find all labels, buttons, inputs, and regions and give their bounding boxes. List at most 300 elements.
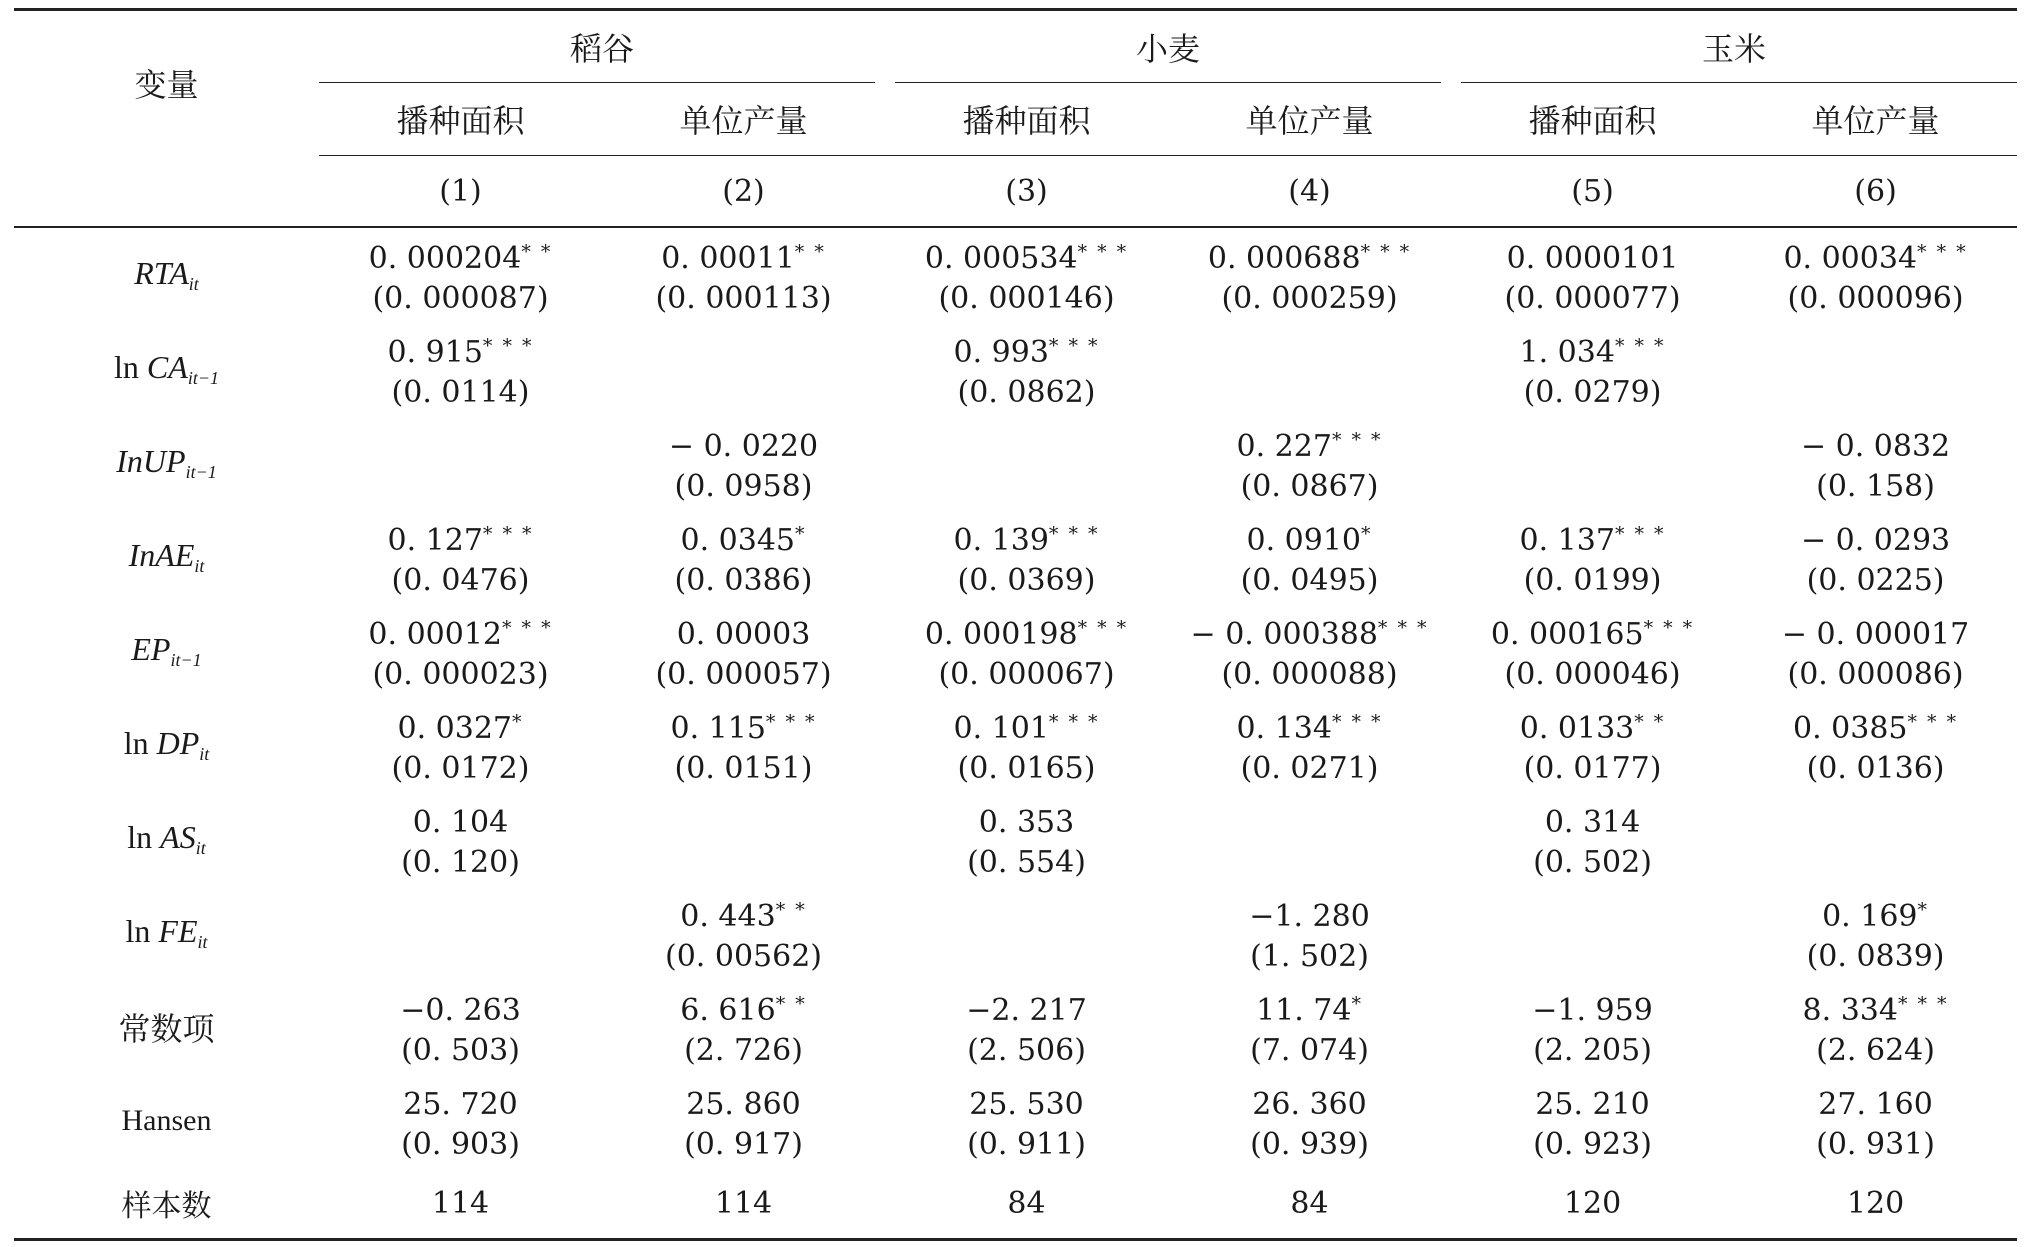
table-cell (1734, 322, 2017, 416)
sample-size-row (14, 1168, 2017, 1240)
coefficient-value: 0. 443 (680, 898, 776, 934)
coefficient-value: 0. 115 (670, 710, 766, 746)
coefficient-value: 0. 0133 (1519, 710, 1635, 746)
group-rule (1461, 82, 2017, 83)
table-row (14, 227, 2017, 322)
coefficient (319, 326, 602, 373)
col-number: (6) (1734, 156, 2017, 228)
subheader: 播种面积 (319, 83, 602, 156)
sample-size-value: 114 (602, 1168, 885, 1240)
table-cell (1451, 604, 1734, 698)
standard-error: (0. 0839) (1806, 938, 1945, 974)
variable-name (14, 1074, 319, 1168)
table-cell (1734, 886, 2017, 980)
variable-subscript: it−1 (185, 462, 217, 482)
standard-error: (0. 917) (684, 1126, 803, 1162)
coefficient-value: −0. 263 (400, 992, 521, 1028)
table-cell (1168, 227, 1451, 322)
coefficient (1451, 984, 1734, 1031)
coefficient (319, 1078, 602, 1125)
table-cell (885, 886, 1168, 980)
coefficient-value: 0. 139 (953, 522, 1049, 558)
variable-prefix: ln (123, 725, 157, 761)
table-cell (885, 604, 1168, 698)
standard-error: (2. 506) (967, 1032, 1086, 1068)
coefficient (885, 232, 1168, 279)
standard-error: (0. 903) (401, 1126, 520, 1162)
variable-name (14, 322, 319, 416)
coefficient-value: 26. 360 (1252, 1086, 1367, 1122)
coefficient-value: 0. 993 (953, 334, 1049, 370)
coefficient (319, 702, 602, 749)
variable-name (14, 510, 319, 604)
subheader: 播种面积 (1451, 83, 1734, 156)
table-cell (1734, 792, 2017, 886)
coefficient (1451, 326, 1734, 373)
coefficient-value: 0. 353 (978, 804, 1075, 840)
table-cell (319, 416, 602, 510)
table-row (14, 886, 2017, 980)
standard-error: (0. 502) (1533, 844, 1652, 880)
coefficient-value: 0. 000165 (1490, 616, 1644, 652)
group-header-corn (1451, 10, 2017, 84)
coefficient-value: 0. 169 (1822, 898, 1918, 934)
coefficient-value: 25. 720 (403, 1086, 518, 1122)
standard-error: (2. 726) (684, 1032, 803, 1068)
coefficient (885, 796, 1168, 843)
coefficient (1451, 514, 1734, 561)
standard-error: (0. 0386) (674, 562, 813, 598)
standard-error: (0. 000087) (372, 280, 549, 316)
coefficient (602, 702, 885, 749)
coefficient (1734, 232, 2017, 279)
significance-stars: * * (794, 240, 826, 263)
coefficient (1451, 232, 1734, 279)
standard-error: (0. 503) (401, 1032, 520, 1068)
variable-symbol: EP (131, 631, 171, 667)
table-cell (885, 416, 1168, 510)
table-cell (602, 604, 885, 698)
variable-name (14, 792, 319, 886)
coefficient (885, 984, 1168, 1031)
coefficient (319, 796, 602, 843)
table-cell (1451, 1074, 1734, 1168)
coefficient-value: 25. 210 (1535, 1086, 1650, 1122)
coefficient-value: 0. 134 (1236, 710, 1332, 746)
coefficient (1168, 514, 1451, 561)
table-cell (1168, 792, 1451, 886)
standard-error: (0. 0476) (391, 562, 530, 598)
table-cell (1734, 980, 2017, 1074)
coefficient-value: 1. 034 (1519, 334, 1615, 370)
significance-stars: * * * (1377, 616, 1429, 639)
standard-error: (0. 0172) (391, 750, 530, 786)
standard-error: (2. 205) (1533, 1032, 1652, 1068)
coefficient-value: 0. 000534 (924, 240, 1078, 276)
variable-symbol: AS (160, 819, 196, 855)
coefficient-value: 0. 00034 (1783, 240, 1918, 276)
coefficient-value: 0. 104 (412, 804, 509, 840)
table-cell (319, 792, 602, 886)
significance-stars: * * * (1614, 522, 1666, 545)
coefficient (885, 326, 1168, 373)
standard-error: (0. 0495) (1240, 562, 1379, 598)
table-cell (1168, 416, 1451, 510)
variable-subscript: it (195, 838, 206, 858)
table-cell (885, 1074, 1168, 1168)
coefficient-value: 0. 127 (387, 522, 483, 558)
coefficient-value: 0. 000204 (368, 240, 522, 276)
coefficient-value: −1. 280 (1249, 898, 1370, 934)
header-row-colnums (14, 156, 2017, 228)
standard-error: (0. 554) (967, 844, 1086, 880)
sample-size-label: 样本数 (14, 1168, 319, 1240)
group-header-rice (319, 10, 885, 84)
table-cell (885, 510, 1168, 604)
subheader: 单位产量 (602, 83, 885, 156)
coefficient-value: 6. 616 (680, 992, 776, 1028)
table-cell (1451, 886, 1734, 980)
coefficient (1168, 1078, 1451, 1125)
coefficient-value: 0. 0910 (1246, 522, 1362, 558)
coefficient (1451, 1078, 1734, 1125)
table-cell (885, 227, 1168, 322)
table-cell (602, 698, 885, 792)
table-cell (1168, 322, 1451, 416)
table-cell (885, 322, 1168, 416)
table-cell (602, 980, 885, 1074)
coefficient (885, 702, 1168, 749)
standard-error: (0. 000046) (1504, 656, 1681, 692)
group-rule (895, 82, 1441, 83)
coefficient (1734, 702, 2017, 749)
table-cell (1451, 980, 1734, 1074)
significance-stars: * * * (765, 710, 817, 733)
coefficient (1168, 702, 1451, 749)
variable-symbol: RTA (134, 255, 189, 291)
table-row (14, 416, 2017, 510)
standard-error: (0. 000096) (1787, 280, 1964, 316)
table-cell (1451, 322, 1734, 416)
standard-error: (0. 000088) (1221, 656, 1398, 692)
table-cell (1734, 510, 2017, 604)
standard-error: (0. 0225) (1806, 562, 1945, 598)
standard-error: (0. 0151) (674, 750, 813, 786)
table-cell (1168, 886, 1451, 980)
coefficient-value: 0. 0345 (680, 522, 796, 558)
variable-name (14, 886, 319, 980)
significance-stars: * * * (482, 334, 534, 357)
table-cell (885, 980, 1168, 1074)
standard-error: (0. 0369) (957, 562, 1096, 598)
significance-stars: * * (1634, 710, 1666, 733)
group-label: 玉米 (1702, 30, 1767, 68)
table-row (14, 510, 2017, 604)
standard-error: (7. 074) (1250, 1032, 1369, 1068)
coefficient (602, 1078, 885, 1125)
coefficient-value: 0. 00012 (368, 616, 502, 652)
standard-error: (0. 000086) (1787, 656, 1964, 692)
significance-stars: * (512, 710, 524, 733)
coefficient-value: 25. 530 (969, 1086, 1084, 1122)
standard-error: (0. 0279) (1523, 374, 1662, 410)
table-cell (1168, 698, 1451, 792)
significance-stars: * * * (1360, 240, 1412, 263)
subheader: 单位产量 (1168, 83, 1451, 156)
coefficient-value: − 0. 000388 (1190, 616, 1378, 652)
coefficient-value: 0. 314 (1544, 804, 1641, 840)
coefficient (319, 984, 602, 1031)
significance-stars: * (1351, 992, 1363, 1015)
table-cell (602, 886, 885, 980)
standard-error: (0. 000077) (1504, 280, 1681, 316)
significance-stars: * * * (1331, 710, 1383, 733)
variable-subscript: it (188, 274, 199, 294)
table-row (14, 792, 2017, 886)
table-cell (1168, 980, 1451, 1074)
coefficient (1734, 608, 2017, 655)
significance-stars: * * (521, 240, 553, 263)
standard-error: (1. 502) (1250, 938, 1369, 974)
group-rule (319, 82, 875, 83)
coefficient (319, 608, 602, 655)
standard-error: (0. 0177) (1523, 750, 1662, 786)
standard-error: (0. 0114) (391, 374, 530, 410)
table-cell (319, 227, 602, 322)
sample-size-value: 120 (1734, 1168, 2017, 1240)
variable-subscript: it (199, 744, 210, 764)
table-cell (885, 698, 1168, 792)
variable-label: Hansen (121, 1104, 212, 1137)
variable-subscript: it−1 (170, 650, 202, 670)
coefficient (319, 514, 602, 561)
standard-error: (0. 911) (967, 1126, 1086, 1162)
table-cell (1734, 416, 2017, 510)
variable-name (14, 604, 319, 698)
table-cell (319, 510, 602, 604)
standard-error: (0. 000023) (372, 656, 549, 692)
table-cell (1451, 792, 1734, 886)
standard-error: (0. 158) (1816, 468, 1935, 504)
coefficient-value: 0. 0327 (397, 710, 512, 746)
significance-stars: * * * (482, 522, 534, 545)
table-cell (1734, 604, 2017, 698)
coefficient (885, 1078, 1168, 1125)
sample-size-value: 120 (1451, 1168, 1734, 1240)
coefficient-value: − 0. 0293 (1800, 522, 1951, 558)
variable-symbol: InAE (128, 537, 195, 573)
table-row (14, 698, 2017, 792)
coefficient (1168, 890, 1451, 937)
table-row (14, 604, 2017, 698)
coefficient-value: 0. 000688 (1207, 240, 1361, 276)
table-cell (1734, 698, 2017, 792)
table-cell (602, 322, 885, 416)
coefficient-value: 0. 227 (1236, 428, 1332, 464)
coefficient-value: 11. 74 (1256, 992, 1352, 1028)
table-cell (602, 1074, 885, 1168)
subheader: 播种面积 (885, 83, 1168, 156)
coefficient (602, 890, 885, 937)
variable-label: 常数项 (118, 1010, 215, 1048)
variable-prefix: ln (114, 349, 147, 385)
coefficient (1168, 608, 1451, 655)
table-cell (1168, 510, 1451, 604)
standard-error: (0. 0136) (1806, 750, 1945, 786)
significance-stars: * * * (1907, 710, 1959, 733)
var-header: 变量 (14, 10, 319, 156)
coefficient (319, 232, 602, 279)
standard-error: (0. 00562) (665, 938, 823, 974)
col-number: (3) (885, 156, 1168, 228)
significance-stars: * * (775, 992, 807, 1015)
standard-error: (0. 939) (1250, 1126, 1369, 1162)
significance-stars: * (795, 522, 807, 545)
table-row (14, 322, 2017, 416)
table-row (14, 980, 2017, 1074)
sample-size-value: 84 (1168, 1168, 1451, 1240)
significance-stars: * * * (1643, 616, 1695, 639)
coefficient-value: − 0. 000017 (1781, 616, 1970, 652)
coefficient-value: 0. 00003 (676, 616, 811, 652)
variable-symbol: CA (146, 349, 188, 385)
variable-prefix: ln (127, 819, 161, 855)
table-cell (319, 322, 602, 416)
subheader: 单位产量 (1734, 83, 2017, 156)
significance-stars: * * * (1048, 522, 1100, 545)
header-row-groups (14, 10, 2017, 84)
standard-error: (0. 0165) (957, 750, 1096, 786)
coefficient-value: 8. 334 (1802, 992, 1898, 1028)
variable-subscript: it (197, 932, 208, 952)
coefficient (1734, 514, 2017, 561)
sample-size-value: 84 (885, 1168, 1168, 1240)
significance-stars: * * (775, 898, 807, 921)
coefficient-value: −1. 959 (1532, 992, 1653, 1028)
variable-prefix: ln (125, 913, 159, 949)
table-cell (1451, 510, 1734, 604)
col-number: (1) (319, 156, 602, 228)
standard-error: (0. 0958) (674, 468, 813, 504)
coefficient-value: − 0. 0832 (1800, 428, 1951, 464)
significance-stars: * * * (1048, 334, 1100, 357)
standard-error: (0. 0271) (1240, 750, 1379, 786)
coefficient (602, 608, 885, 655)
standard-error: (0. 000259) (1221, 280, 1398, 316)
table-cell (1168, 604, 1451, 698)
variable-subscript: it (194, 556, 205, 576)
standard-error: (0. 000113) (655, 280, 832, 316)
coefficient (1734, 984, 2017, 1031)
coefficient-value: 0. 137 (1519, 522, 1615, 558)
coefficient (1168, 232, 1451, 279)
significance-stars: * * * (1331, 428, 1383, 451)
coefficient-value: 25. 860 (686, 1086, 801, 1122)
significance-stars: * * * (1917, 240, 1968, 263)
variable-symbol: InUP (116, 443, 186, 479)
coefficient (1734, 420, 2017, 467)
coefficient (602, 232, 885, 279)
significance-stars: * * * (1897, 992, 1949, 1015)
table-cell (319, 886, 602, 980)
standard-error: (0. 000067) (938, 656, 1115, 692)
variable-symbol: FE (158, 913, 198, 949)
table-cell (319, 1074, 602, 1168)
table-cell (319, 980, 602, 1074)
coefficient-value: 0. 000198 (924, 616, 1078, 652)
coefficient-value: 0. 101 (953, 710, 1049, 746)
standard-error: (0. 931) (1816, 1126, 1935, 1162)
table-cell (1734, 1074, 2017, 1168)
variable-symbol: DP (156, 725, 200, 761)
variable-subscript: it−1 (187, 368, 219, 388)
coefficient (1451, 702, 1734, 749)
standard-error: (0. 000146) (938, 280, 1115, 316)
table-cell (319, 604, 602, 698)
col-number: (5) (1451, 156, 1734, 228)
coefficient (602, 984, 885, 1031)
table-cell (1734, 227, 2017, 322)
coefficient-value: 0. 0385 (1792, 710, 1908, 746)
standard-error: (0. 0199) (1523, 562, 1662, 598)
coefficient (602, 420, 885, 467)
coefficient (1451, 796, 1734, 843)
regression-table (14, 8, 2017, 1241)
group-label: 稻谷 (570, 30, 635, 68)
coefficient (1734, 1078, 2017, 1125)
variable-name (14, 416, 319, 510)
coefficient-value: 0. 915 (387, 334, 483, 370)
col-number: (4) (1168, 156, 1451, 228)
table-cell (1168, 1074, 1451, 1168)
table-cell (1451, 698, 1734, 792)
group-header-wheat (885, 10, 1451, 84)
coefficient-value: −2. 217 (966, 992, 1087, 1028)
table-cell (602, 416, 885, 510)
standard-error: (0. 923) (1533, 1126, 1652, 1162)
significance-stars: * * * (1077, 616, 1129, 639)
coefficient (885, 608, 1168, 655)
significance-stars: * * * (1077, 240, 1129, 263)
coefficient (885, 514, 1168, 561)
empty-cell (14, 156, 319, 228)
coefficient-value: 0. 00011 (661, 240, 795, 276)
standard-error: (0. 0862) (957, 374, 1096, 410)
significance-stars: * * * (1614, 334, 1666, 357)
standard-error: (0. 0867) (1240, 468, 1379, 504)
table-cell (602, 227, 885, 322)
table-cell (1451, 227, 1734, 322)
standard-error: (2. 624) (1816, 1032, 1935, 1068)
standard-error: (0. 120) (401, 844, 520, 880)
coefficient-value: 27. 160 (1818, 1086, 1933, 1122)
table-cell (319, 698, 602, 792)
significance-stars: * * * (1048, 710, 1100, 733)
standard-error: (0. 000057) (655, 656, 832, 692)
coefficient-value: − 0. 0220 (668, 428, 819, 464)
coefficient (1451, 608, 1734, 655)
table-row (14, 1074, 2017, 1168)
table-cell (885, 792, 1168, 886)
significance-stars: * (1361, 522, 1373, 545)
coefficient (1168, 984, 1451, 1031)
sample-size-value: 114 (319, 1168, 602, 1240)
group-label: 小麦 (1136, 30, 1201, 68)
table-cell (602, 510, 885, 604)
coefficient (602, 514, 885, 561)
significance-stars: * (1917, 898, 1929, 921)
coefficient-value: 0. 0000101 (1506, 240, 1679, 276)
